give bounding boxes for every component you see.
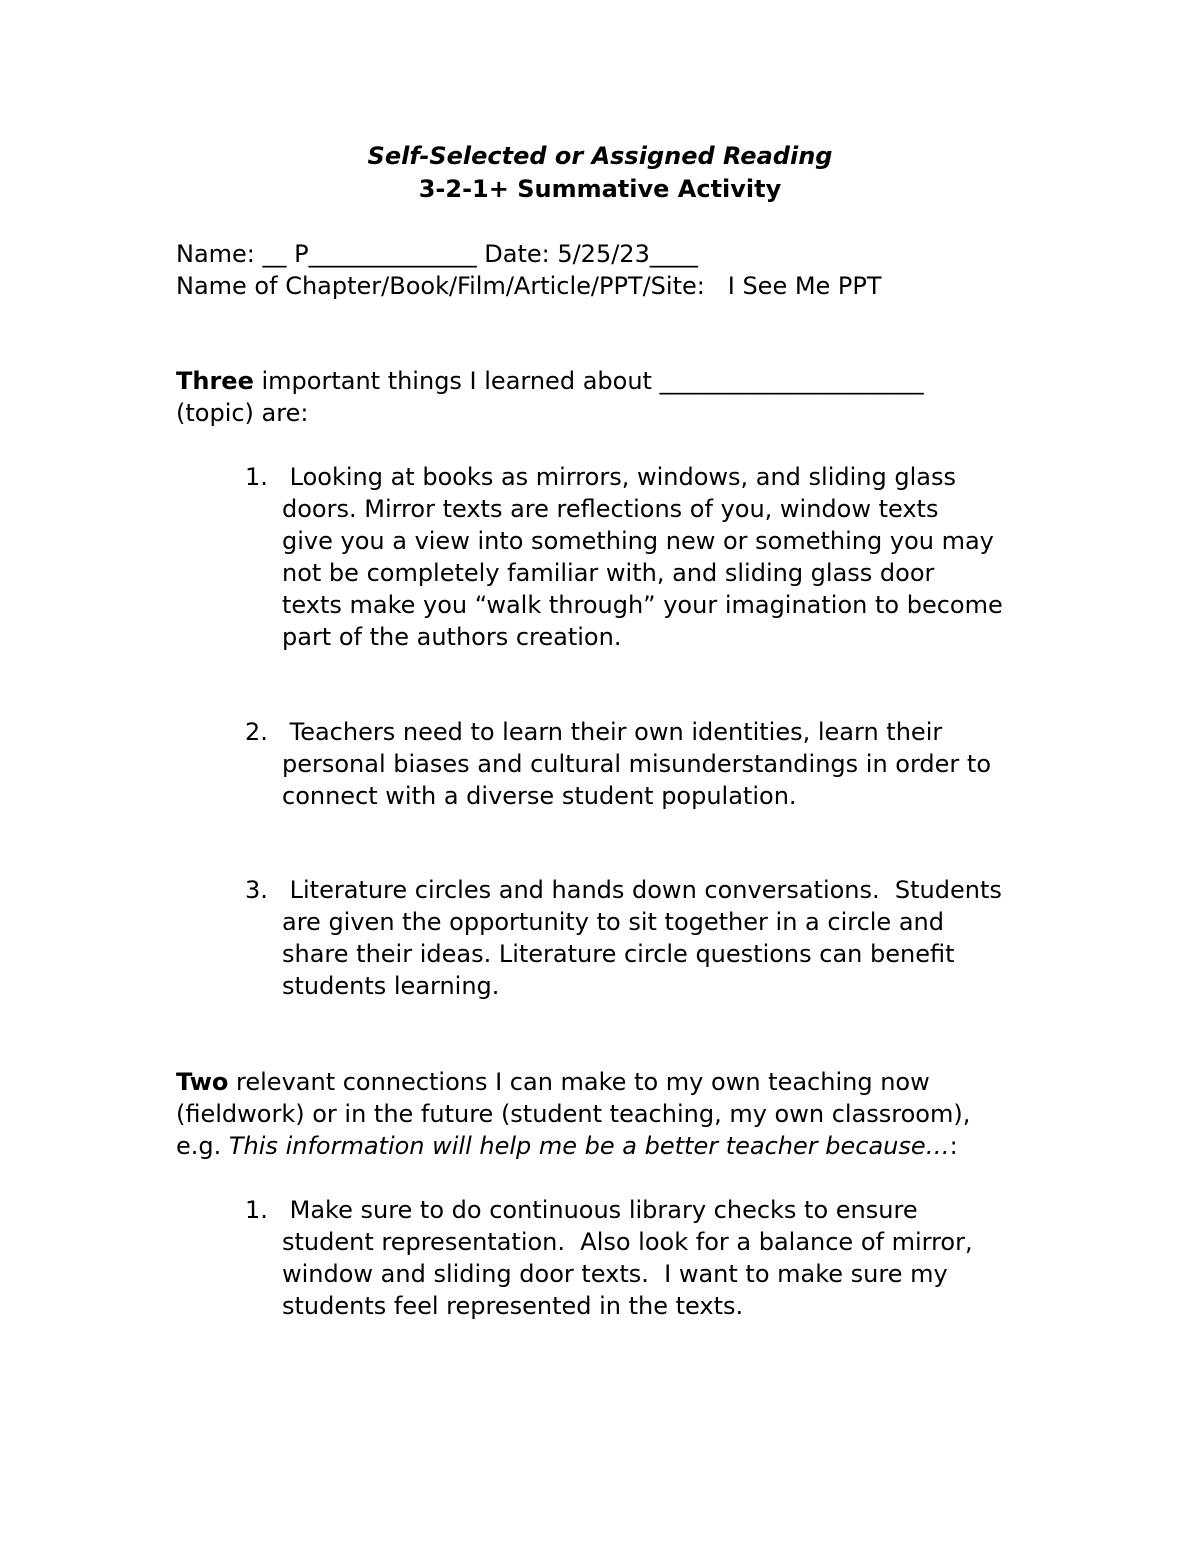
text-line: connect with a diverse student population.: [282, 782, 797, 810]
colon-suffix: :: [949, 1132, 958, 1160]
title-block: [0, 140, 1200, 206]
text-line: student representation. Also look for a balance of mirror,: [282, 1228, 973, 1256]
text-line: Make sure to do continuous library checks to ensure: [282, 1196, 918, 1224]
page-title: Self-Selected or Assigned Reading: [367, 142, 833, 170]
text-line: give you a view into something new or something you may: [282, 527, 994, 555]
text-line: window and sliding door texts. I want to make sure my: [282, 1260, 948, 1288]
text-line: share their ideas. Literature circle questions can benefit: [282, 940, 955, 968]
text-line: are given the opportunity to sit together in a circle and: [282, 908, 944, 936]
two-section-lead: [176, 1066, 930, 1098]
example-italic-text: This information will help me be a better teacher because…: [228, 1132, 950, 1160]
text-line: Literature circles and hands down conversations. Students: [282, 876, 1002, 904]
source-line: Name of Chapter/Book/Film/Article/PPT/Site: I See Me PPT: [176, 272, 882, 300]
text-line: Teachers need to learn their own identities, learn their: [282, 718, 943, 746]
list-item-text: [282, 461, 1042, 653]
page-subtitle: 3-2-1+ Summative Activity: [418, 175, 782, 203]
list-item-text: [282, 1194, 1042, 1322]
text-line: Looking at books as mirrors, windows, and sliding glass: [282, 463, 956, 491]
two-lead-text: relevant connections I can make to my own teaching now: [228, 1068, 930, 1096]
list-number: 1.: [245, 1196, 268, 1224]
three-section-lead: [176, 365, 924, 397]
name-date-line: Name: __ P______________ Date: 5/25/23____: [176, 240, 698, 268]
text-line: texts make you “walk through” your imagination to become: [282, 591, 1003, 619]
eg-prefix: e.g.: [176, 1132, 229, 1160]
two-lead-line2: (fieldwork) or in the future (student teaching, my own classroom),: [176, 1100, 971, 1128]
list-number: 1.: [245, 463, 268, 491]
text-line: students feel represented in the texts.: [282, 1292, 744, 1320]
list-item-text: [282, 716, 1042, 812]
list-item-text: [282, 874, 1042, 1002]
text-line: part of the authors creation.: [282, 623, 622, 651]
three-lead-line2: (topic) are:: [176, 399, 309, 427]
text-line: students learning.: [282, 972, 500, 1000]
text-line: doors. Mirror texts are reflections of you, window texts: [282, 495, 939, 523]
three-lead-text: important things I learned about ______________________: [253, 367, 924, 395]
two-lead-line3: [176, 1130, 958, 1162]
text-line: personal biases and cultural misunderstandings in order to: [282, 750, 992, 778]
list-number: 2.: [245, 718, 268, 746]
text-line: not be completely familiar with, and sliding glass door: [282, 559, 935, 587]
three-label: Three: [176, 367, 254, 395]
two-label: Two: [176, 1068, 229, 1096]
list-number: 3.: [245, 876, 268, 904]
